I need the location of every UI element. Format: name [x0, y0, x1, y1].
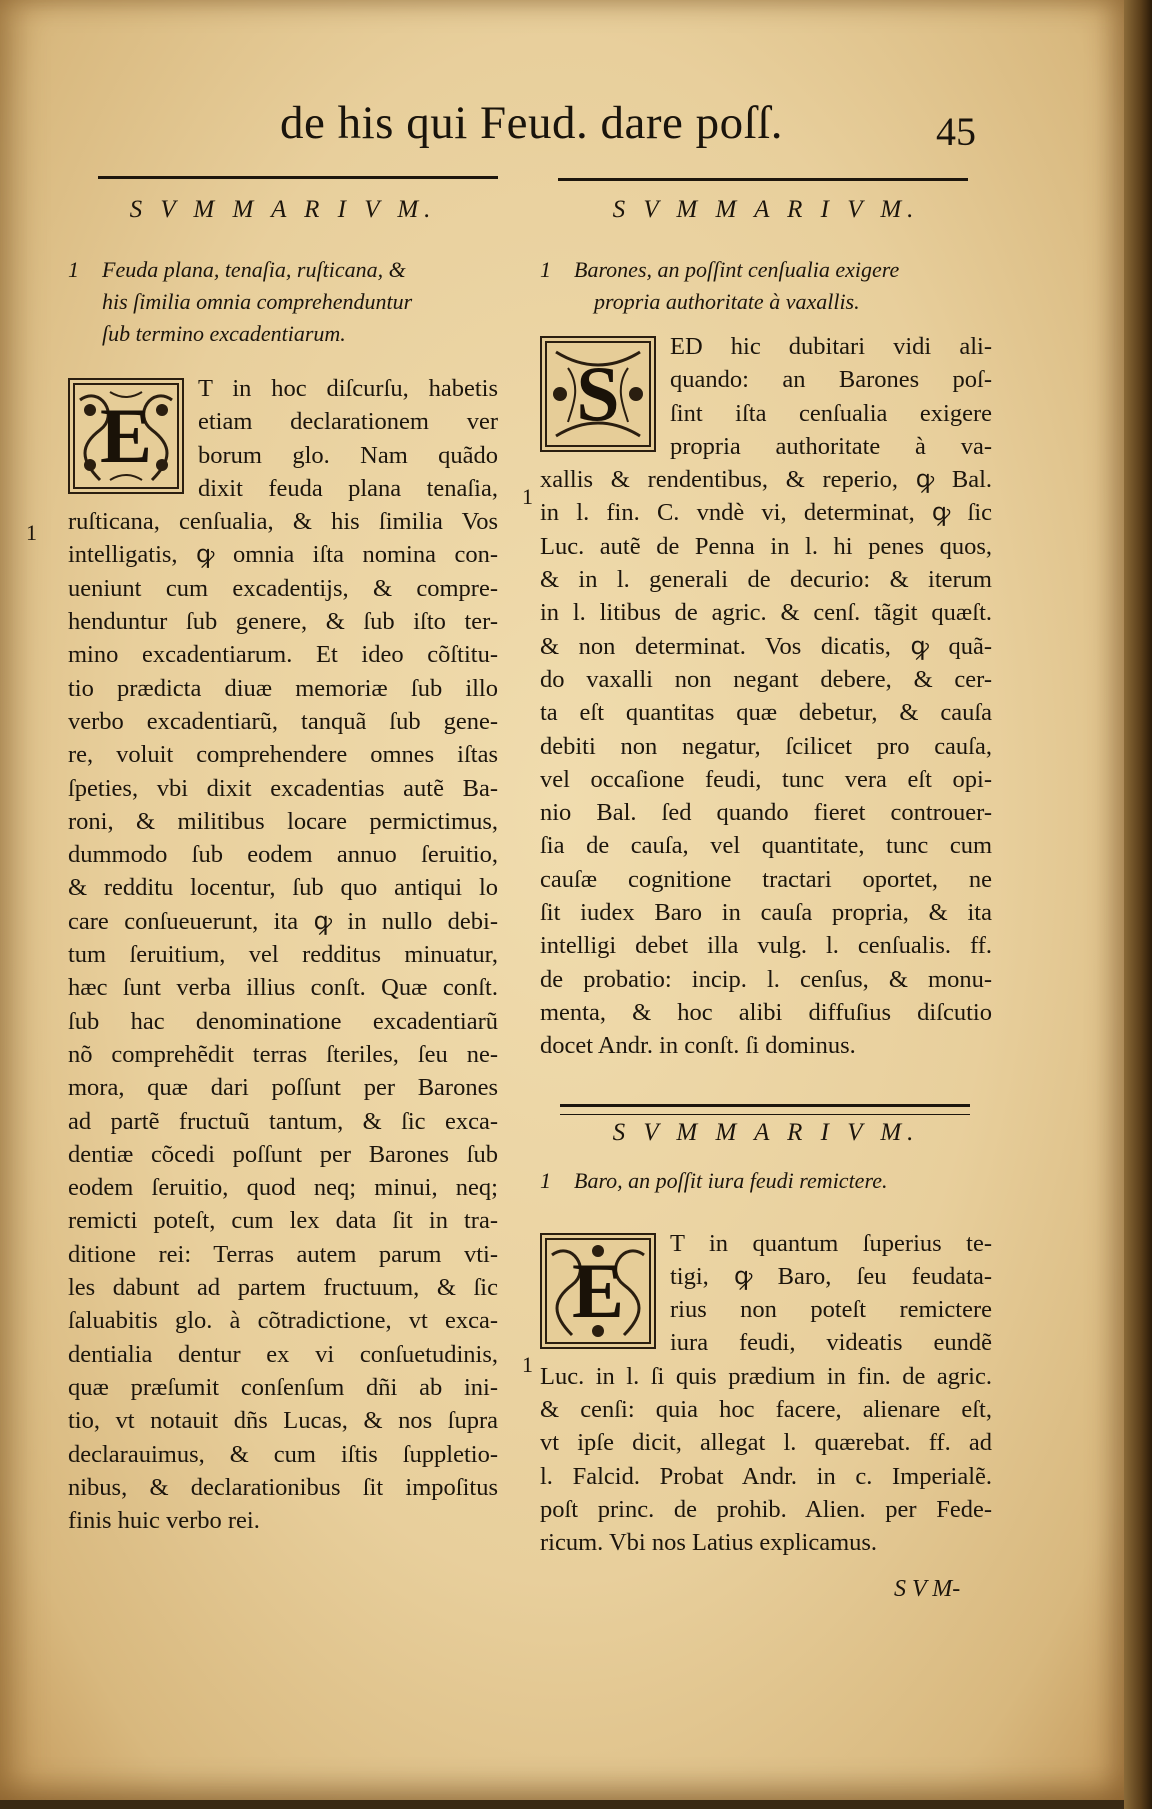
dropcap-initial	[540, 336, 656, 452]
right-header-rule	[558, 178, 968, 181]
summary-item	[540, 1165, 992, 1197]
margin-number: 1	[522, 1352, 533, 1377]
text-line: in l. litibus de agric. & cenſ. tãgit quæſt.	[540, 599, 992, 627]
summary-line: Feuda plana, tenaſia, ruſticana, &	[102, 257, 406, 282]
text-line: mora, quæ dari poſſunt per Barones	[68, 1074, 498, 1102]
text-line: rius non poteſt remictere	[670, 1296, 992, 1324]
text-line: ſint iſta cenſualia exigere	[670, 399, 992, 427]
text-line: l. Falcid. Probat Andr. in c. Imperialẽ.	[540, 1462, 992, 1490]
text-line: etiam declarationem ver	[198, 408, 498, 436]
text-line: T in quantum ſuperius te-	[670, 1229, 992, 1257]
text-line: & redditu locentur, ſub quo antiqui lo	[68, 874, 498, 902]
text-line: eodem ſeruitio, quod neq; minui, neq;	[68, 1174, 498, 1202]
text-line: vel occaſione feudi, tunc vera eſt opi-	[540, 765, 992, 793]
dropcap-initial	[68, 378, 184, 494]
text-line: debiti non negatur, ſcilicet pro cauſa,	[540, 732, 992, 760]
text-line: iura feudi, videatis eundẽ	[670, 1329, 992, 1357]
text-line: quæ præſumit conſenſum dñi ab ini-	[68, 1373, 498, 1401]
text-line: verbo excadentiarũ, tanquã ſub gene-	[68, 707, 498, 735]
text-line: ruſticana, cenſualia, & his ſimilia Vos	[68, 508, 498, 536]
summary-number: 1	[540, 1167, 551, 1193]
text-line: tum ſeruitium, vel redditus minuatur,	[68, 941, 498, 969]
text-line: re, voluit comprehendere omnes iſtas	[68, 741, 498, 769]
text-line: borum glo. Nam quãdo	[198, 441, 498, 469]
text-line: ueniunt cum excadentijs, & compre-	[68, 574, 498, 602]
text-line: tigi, ꝙ Baro, ſeu feudata-	[670, 1262, 992, 1290]
text-lines	[540, 463, 992, 1062]
page-number: 45	[936, 109, 976, 154]
dropcap-initial	[540, 1233, 656, 1349]
text-line: in l. fin. C. vndè vi, determinat, ꝙ ſic	[540, 499, 992, 527]
text-line: & non determinat. Vos dicatis, ꝙ quã-	[540, 632, 992, 660]
text-line: quando: an Barones poſ-	[670, 366, 992, 394]
text-line: T in hoc diſcurſu, habetis	[198, 375, 498, 402]
dropcap-paragraph	[540, 330, 992, 463]
body-text	[540, 1227, 992, 1560]
text-line: dentiæ cõcedi poſſunt per Barones ſub	[68, 1140, 498, 1168]
text-line: ED hic dubitari vidi ali-	[670, 333, 992, 360]
text-line: intelligi debet illa vulg. l. cenſualis. ff.	[540, 932, 992, 960]
text-line: ſpeties, vbi dixit excadentias autẽ Ba-	[68, 774, 498, 802]
text-line: tio prædicta diuæ memoriæ ſub illo	[68, 674, 498, 702]
text-line: care conſueuerunt, ita ꝙ in nullo debi-	[68, 907, 498, 935]
dropcap-letter: E	[99, 392, 153, 479]
text-line: dixit feuda plana tenaſia,	[198, 474, 498, 502]
text-line: henduntur ſub genere, & ſub iſto ter-	[68, 608, 498, 636]
catchword: S V M-	[894, 1576, 961, 1602]
text-line: hæc ſunt verba illius conſt. Quæ conſt.	[68, 974, 498, 1002]
text-line: ad partẽ fructuũ tantum, & ſic exca-	[68, 1107, 498, 1135]
summary-heading: S V M M A R I V M.	[129, 196, 437, 223]
text-line: cauſæ cognitione tractari oportet, ne	[540, 865, 992, 893]
text-line: & in l. generali de decurio: & iterum	[540, 566, 992, 594]
text-line: mino excadentiarum. Et ideo cõſtitu-	[68, 641, 498, 669]
margin-number: 1	[26, 520, 37, 545]
page-edge	[1124, 0, 1152, 1809]
text-line: propria authoritate à va-	[670, 432, 992, 460]
summary-line: ſub termino excadentiarum.	[102, 321, 346, 346]
text-line: de probatio: incip. l. cenſus, & monu-	[540, 965, 992, 993]
dropcap-paragraph	[540, 1227, 992, 1360]
summary-line: Baro, an poſſit iura feudi remictere.	[574, 1167, 888, 1193]
text-line: ſia de cauſa, vel quantitate, tunc cum	[540, 832, 992, 860]
section-divider	[560, 1104, 970, 1115]
summary-line: his ſimilia omnia comprehenduntur	[102, 289, 413, 314]
text-line: nio Bal. ſed quando fieret controuer-	[540, 799, 992, 827]
text-line: remicti poteſt, cum lex data ſit in tra-	[68, 1207, 498, 1235]
text-line: Luc. in l. ſi quis prædium in fin. de agric.	[540, 1362, 992, 1390]
summary-heading: S V M M A R I V M.	[612, 196, 920, 223]
margin-number: 1	[522, 484, 533, 509]
page-header	[0, 96, 1124, 166]
text-line: ſub hac denominatione excadentiarũ	[68, 1007, 498, 1035]
text-line: & cenſi: quia hoc facere, alienare eſt,	[540, 1396, 992, 1424]
body-text	[68, 372, 498, 1537]
text-line: tio, vt notauit dñs Lucas, & nos ſupra	[68, 1407, 498, 1435]
dropcap-letter: E	[571, 1246, 625, 1334]
text-line: declarauimus, & cum iſtis ſuppletio-	[68, 1440, 498, 1468]
text-line: Luc. autẽ de Penna in l. hi penes quos,	[540, 532, 992, 560]
text-line: les dabunt ad partem fructuum, & ſic	[68, 1274, 498, 1302]
summary-number: 1	[540, 257, 551, 282]
left-header-rule	[98, 176, 498, 179]
text-line: dentialia dentur ex vi conſuetudinis,	[68, 1340, 498, 1368]
summary-item	[68, 254, 498, 350]
text-lines	[68, 505, 498, 1537]
text-line: ditione rei: Terras autem parum vti-	[68, 1240, 498, 1268]
text-line: nõ comprehẽdit terras ſteriles, ſeu ne-	[68, 1040, 498, 1068]
right-column	[540, 196, 992, 1560]
text-line: nibus, & declarationibus ſit impoſitus	[68, 1473, 498, 1501]
text-line: ta eſt quantitas quæ debetur, & cauſa	[540, 699, 992, 727]
text-line: roni, & militibus locare permictimus,	[68, 807, 498, 835]
summary-number: 1	[68, 257, 79, 282]
text-line: do vaxalli non negant debere, & cer-	[540, 665, 992, 693]
text-line: docet Andr. in conſt. ſi dominus.	[540, 1032, 856, 1060]
text-line: poſt princ. de prohib. Alien. per Fede-	[540, 1495, 992, 1523]
summary-line: Barones, an poſſint cenſualia exigere	[574, 257, 900, 282]
text-line: intelligatis, ꝙ omnia iſta nomina con-	[68, 541, 498, 569]
dropcap-paragraph	[68, 372, 498, 505]
summary-line: propria authoritate à vaxallis.	[594, 289, 860, 314]
text-line: ricum. Vbi nos Latius explicamus.	[540, 1529, 878, 1557]
body-text	[540, 330, 992, 1063]
text-line: vt ipſe dicit, allegat l. quærebat. ff. ad	[540, 1429, 992, 1457]
left-column	[68, 196, 498, 1537]
text-line: ſit iudex Baro in cauſa propria, & ita	[540, 899, 992, 927]
text-line: xallis & rendentibus, & reperio, ꝙ Bal.	[540, 466, 992, 494]
text-line: finis huic verbo rei.	[68, 1507, 260, 1535]
text-line: menta, & hoc alibi diffuſius diſcutio	[540, 998, 992, 1026]
summary-item	[540, 254, 992, 318]
dropcap-letter: S	[576, 350, 620, 437]
summary-heading: S V M M A R I V M.	[612, 1118, 920, 1146]
text-line: dummodo ſub eodem annuo ſeruitio,	[68, 841, 498, 869]
running-title: de his qui Feud. dare poſſ.	[280, 97, 784, 149]
text-line: ſaluabitis glo. à cõtradictione, vt exca-	[68, 1307, 498, 1335]
text-lines	[540, 1360, 992, 1560]
